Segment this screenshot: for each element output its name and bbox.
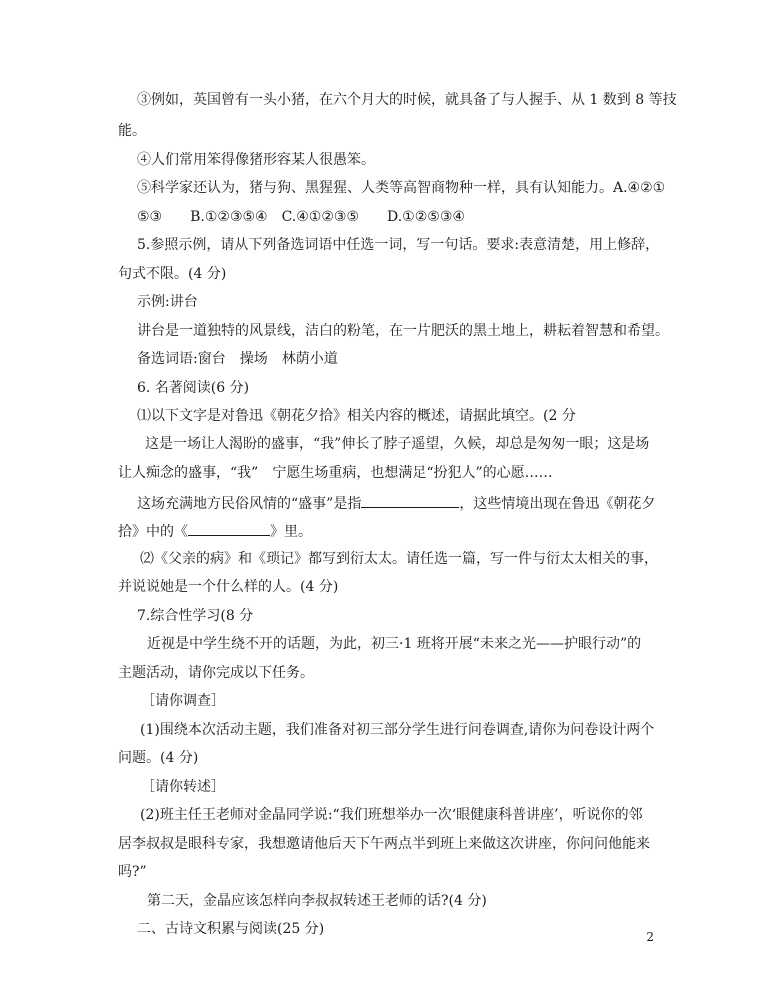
- text-line: (2)班主任王老师对金晶同学说:“我们班想举办一次‘眼健康科普讲座’，听说你的邻: [140, 807, 643, 823]
- text-line: ⑵《父亲的病》和《琐记》都写到衍太太。请任选一篇，写一件与衍太太相关的事，: [140, 551, 658, 567]
- task-label: ［请你转述］: [141, 779, 225, 795]
- text-line: 第二天，金晶应该怎样向李叔叔转述王老师的话?(4 分): [147, 893, 487, 909]
- text-line: 并说说她是一个什么样的人。(4 分): [118, 579, 339, 595]
- text-line: (1)围绕本次活动主题，我们准备对初三部分学生进行问卷调查,请你为问卷设计两个: [140, 722, 655, 738]
- text-segment: 拾》中的《: [118, 524, 188, 540]
- text-segment: 》里。: [270, 524, 312, 540]
- text-line: ③例如，英国曾有一头小猪，在六个月大的时候，就具备了与人握手、从 1 数到 8 等技: [137, 92, 677, 108]
- text-line: ④人们常用笨得像猪形容某人很愚笨。: [137, 152, 375, 168]
- task-label: ［请你调查］: [141, 693, 225, 709]
- text-line: 居李叔叔是眼科专家，我想邀请他后天下午两点半到班上来做这次讲座，你问问他能来: [118, 836, 650, 852]
- fill-in-line: [137, 493, 655, 513]
- question-5-prompt: 5.参照示例，请从下列备选词语中任选一词，写一句话。要求:表意清楚，用上修辞，: [137, 237, 660, 253]
- example-label: 示例:讲台: [137, 294, 198, 310]
- text-line: 近视是中学生绕不开的话题，为此，初三·1 班将开展“未来之光——护眼行动”的: [147, 636, 642, 652]
- text-line: 主题活动，请你完成以下任务。: [118, 665, 314, 681]
- text-line: 句式不限。(4 分): [118, 266, 227, 282]
- question-7-heading: 7.综合性学习(8 分: [137, 608, 254, 624]
- text-line: ⑴以下文字是对鲁迅《朝花夕拾》相关内容的概述，请据此填空。(2 分: [137, 408, 576, 424]
- section-heading: 二、古诗文积累与阅读(25 分): [137, 921, 325, 937]
- question-6-heading: 6. 名著阅读(6 分): [137, 380, 250, 396]
- text-line: ⑤③ B.①②③⑤④ C.④①②③⑤ D.①②⑤③④: [137, 209, 465, 225]
- page-number: 2: [646, 930, 654, 944]
- fill-in-line: [118, 521, 312, 541]
- text-line: 让人痴念的盛事，“我” 宁愿生场重病，也想满足“扮犯人”的心愿……: [118, 465, 553, 481]
- text-line: 吗?”: [118, 864, 147, 880]
- text-segment: 这场充满地方民俗风情的“盛事”是指: [137, 496, 362, 512]
- text-line: 能。: [118, 123, 146, 139]
- answer-blank[interactable]: [188, 521, 270, 536]
- answer-blank[interactable]: [361, 493, 459, 508]
- example-sentence: 讲台是一道独特的风景线，洁白的粉笔，在一片肥沃的黑土地上，耕耘着智慧和希望。: [137, 323, 669, 339]
- text-segment: ，这些情境出现在鲁迅《朝花夕: [459, 496, 656, 512]
- text-line: 问题。(4 分): [118, 750, 199, 766]
- candidate-words: 备选词语:窗台 操场 林荫小道: [137, 351, 338, 367]
- text-line: ⑤科学家还认为，猪与狗、黑猩猩、人类等高智商物种一样，具有认知能力。A.④②①: [137, 180, 666, 196]
- text-line: 这是一场让人渴盼的盛事，“我”伸长了脖子遥望，久候，却总是匆匆一眼；这是场: [145, 436, 650, 452]
